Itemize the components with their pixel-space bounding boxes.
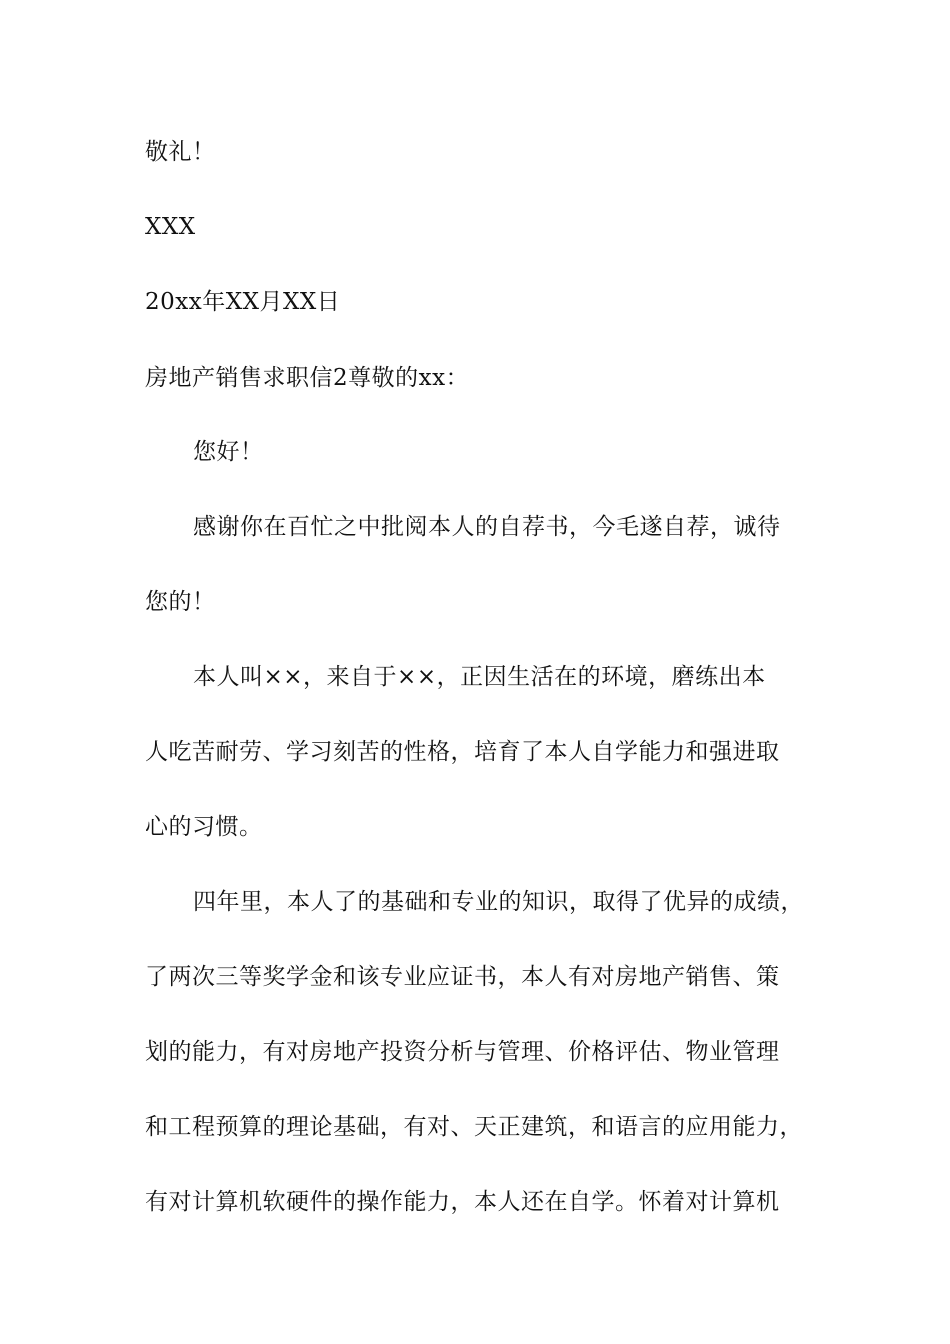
date-line: 20xx年XX月XX日 — [145, 289, 341, 315]
signature: XXX — [145, 214, 196, 240]
paragraph-line: 感谢你在百忙之中批阅本人的自荐书，今毛遂自荐，诚待 — [193, 514, 781, 540]
paragraph-line: 您的！ — [145, 589, 216, 615]
paragraph-line: 心的习惯。 — [145, 814, 263, 840]
paragraph-line: 和工程预算的理论基础，有对、天正建筑，和语言的应用能力， — [145, 1114, 803, 1140]
paragraph-line: 本人叫××，来自于××，正因生活在的环境，磨练出本 — [193, 664, 766, 690]
greeting: 您好！ — [193, 439, 264, 465]
closing-salutation: 敬礼！ — [145, 139, 216, 165]
letter-heading: 房地产销售求职信2尊敬的xx： — [145, 365, 470, 391]
paragraph-line: 人吃苦耐劳、学习刻苦的性格，培育了本人自学能力和强进取 — [145, 739, 780, 765]
paragraph-line: 划的能力，有对房地产投资分析与管理、价格评估、物业管理 — [145, 1039, 780, 1065]
paragraph-line: 了两次三等奖学金和该专业应证书，本人有对房地产销售、策 — [145, 964, 780, 990]
paragraph-line: 有对计算机软硬件的操作能力，本人还在自学。怀着对计算机 — [145, 1189, 780, 1215]
paragraph-line: 四年里，本人了的基础和专业的知识，取得了优异的成绩， — [193, 889, 804, 915]
